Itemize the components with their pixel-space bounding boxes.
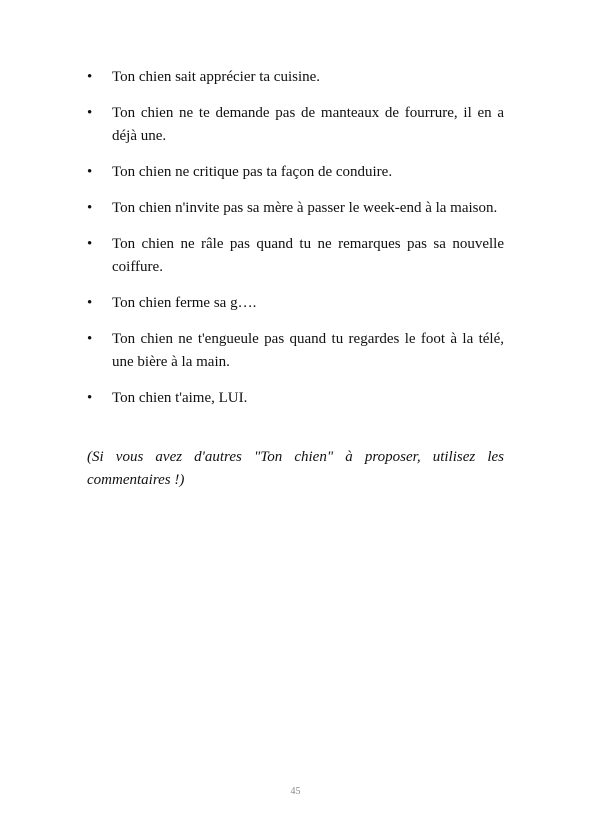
list-item <box>87 328 504 374</box>
page-number: 45 <box>290 786 301 797</box>
list-item <box>87 233 504 279</box>
bullet-list <box>87 66 504 423</box>
list-item <box>87 161 504 184</box>
list-item-text: Ton chien ne te demande pas de manteaux de fourrure, il en a déjà une. <box>112 105 504 144</box>
list-item-text: Ton chien ne râle pas quand tu ne remarques pas sa nouvelle coiffure. <box>112 236 504 275</box>
list-item-text: Ton chien n'invite pas sa mère à passer le week-end à la maison. <box>112 200 498 216</box>
list-item <box>87 197 504 220</box>
list-item <box>87 102 504 148</box>
list-item-text: Ton chien sait apprécier ta cuisine. <box>112 69 321 85</box>
bullet-marker: • <box>87 236 93 252</box>
list-item <box>87 387 504 410</box>
bullet-marker: • <box>87 69 93 85</box>
bullet-marker: • <box>87 390 93 406</box>
bullet-marker: • <box>87 164 93 180</box>
closing-note: (Si vous avez d'autres "Ton chien" à proposer, utilisez les commentaires !) <box>87 449 504 488</box>
list-item-text: Ton chien ferme sa g…. <box>112 295 257 311</box>
list-item <box>87 66 504 89</box>
bullet-marker: • <box>87 295 93 311</box>
bullet-marker: • <box>87 331 93 347</box>
list-item-text: Ton chien ne critique pas ta façon de conduire. <box>112 164 393 180</box>
list-item-text: Ton chien t'aime, LUI. <box>112 390 248 406</box>
bullet-marker: • <box>87 200 93 216</box>
bullet-marker: • <box>87 105 93 121</box>
list-item-text: Ton chien ne t'engueule pas quand tu regardes le foot à la télé, une bière à la main. <box>112 331 504 370</box>
list-item <box>87 292 504 315</box>
